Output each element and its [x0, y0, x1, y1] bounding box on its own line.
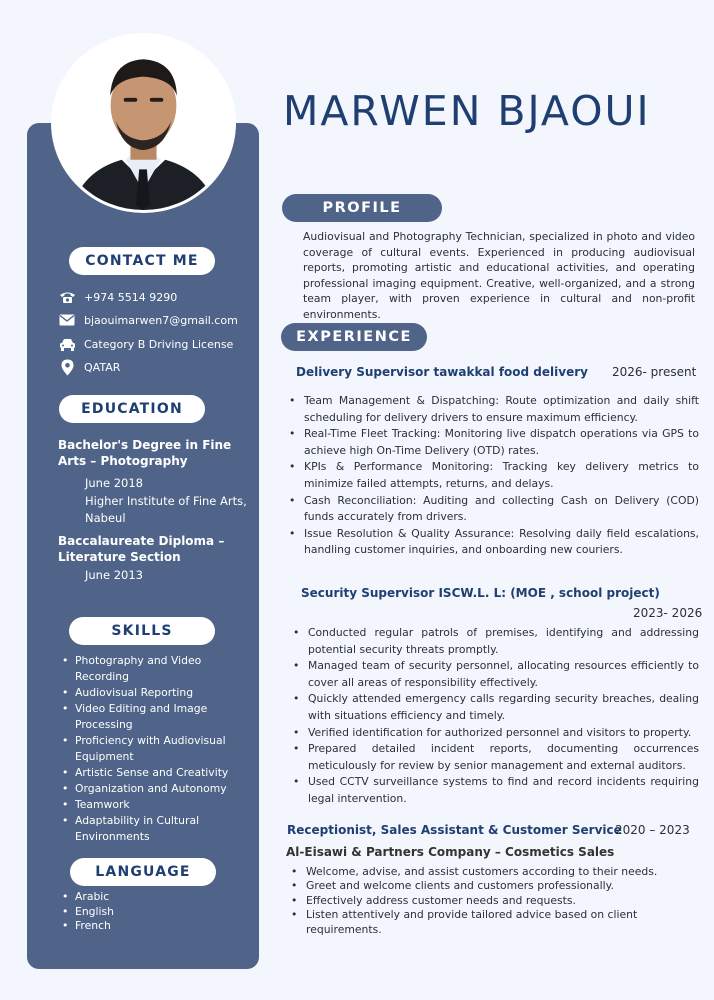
skill-item: • Photography and Video Recording: [60, 653, 228, 685]
job-bullet: • Conducted regular patrols of premises, identifying and addressing potential security threats promptly.: [289, 625, 699, 658]
education-heading: EDUCATION: [59, 395, 205, 423]
job-bullet: • Effectively address customer needs and requests.: [287, 894, 677, 908]
car-icon: [58, 336, 76, 352]
skill-item: • Proficiency with Audiovisual Equipment: [60, 733, 228, 765]
education-degree-2: Baccalaureate Diploma – Literature Section: [58, 534, 225, 564]
language-item: • Arabic: [60, 890, 114, 905]
job-bullet: • Real-Time Fleet Tracking: Monitoring live dispatch operations via GPS to achieve high On-Time Delivery (OTD) rates.: [285, 426, 699, 459]
phone-icon: [58, 289, 76, 305]
phone-text: +974 5514 9290: [84, 290, 178, 304]
profile-summary: Audiovisual and Photography Technician, specialized in photo and video coverage of cultural events. Experienced in producing audiovisual reports, promoting artistic and educational activities, and operating professional imaging equipment. Creative, well-organized, and a strong team player, with proven experience in cultural and non-profit environments.: [303, 230, 695, 321]
education-institution-1: Higher Institute of Fine Arts, Nabeul: [85, 494, 247, 525]
job-bullets-2: [289, 625, 699, 808]
job-title-3: Receptionist, Sales Assistant & Customer Service: [287, 823, 622, 837]
job-date-2: 2023- 2026: [633, 606, 703, 620]
job-bullet: • KPIs & Performance Monitoring: Tracking key delivery metrics to minimize failed attempts, returns, and delays.: [285, 459, 699, 492]
job-title-2: Security Supervisor ISCW.L. L: (MOE , school project): [301, 586, 660, 600]
job-bullet: • Issue Resolution & Quality Assurance: Resolving daily field escalations, handling customer inquiries, and onboarding new couriers.: [285, 526, 699, 559]
profile-photo: [51, 33, 236, 213]
avatar-illustration: [54, 36, 233, 210]
job-bullet: • Prepared detailed incident reports, documenting occurrences meticulously for review by senior management and external auditors.: [289, 741, 699, 774]
experience-heading: EXPERIENCE: [281, 323, 427, 351]
contact-heading: CONTACT ME: [69, 247, 215, 275]
job-bullet: • Cash Reconciliation: Auditing and collecting Cash on Delivery (COD) funds accurately from drivers.: [285, 493, 699, 526]
job-bullets-1: [285, 393, 699, 559]
job-company-3: Al-Eisawi & Partners Company – Cosmetics Sales: [286, 845, 615, 859]
language-heading: LANGUAGE: [70, 858, 216, 886]
skill-item: • Artistic Sense and Creativity: [60, 765, 228, 781]
job-bullet: • Quickly attended emergency calls regarding security breaches, dealing with situations efficiency and timely.: [289, 691, 699, 724]
profile-heading: PROFILE: [282, 194, 442, 222]
education-date-1: June 2018: [85, 476, 143, 490]
job-bullet: • Managed team of security personnel, allocating resources efficiently to cover all areas of responsibility effectively.: [289, 658, 699, 691]
job-bullets-3: [287, 865, 677, 937]
language-item: • English: [60, 905, 114, 920]
contact-phone: [58, 289, 177, 305]
language-list: [60, 890, 114, 934]
skill-item: • Video Editing and Image Processing: [60, 701, 228, 733]
education-degree-1: Bachelor's Degree in Fine Arts – Photography: [58, 438, 232, 468]
contact-location: [58, 359, 120, 375]
skill-item: • Audiovisual Reporting: [60, 685, 228, 701]
language-item: • French: [60, 919, 114, 934]
skills-heading: SKILLS: [69, 617, 215, 645]
job-date-1: 2026- present: [612, 365, 697, 379]
skill-item: • Organization and Autonomy: [60, 781, 228, 797]
location-pin-icon: [58, 359, 76, 375]
location-text: QATAR: [84, 360, 121, 374]
job-date-3: 2020 – 2023: [615, 823, 690, 837]
skill-item: • Adaptability in Cultural Environments: [60, 813, 228, 845]
job-bullet: • Team Management & Dispatching: Route optimization and daily shift scheduling for delivery drivers to ensure maximum efficiency.: [285, 393, 699, 426]
skill-item: • Teamwork: [60, 797, 228, 813]
skills-list: [60, 653, 228, 845]
contact-license: [58, 336, 233, 352]
job-bullet: • Used CCTV surveillance systems to find and record incidents requiring legal intervention.: [289, 774, 699, 807]
email-text: bjaouimarwen7@gmail.com: [84, 313, 238, 327]
education-date-2: June 2013: [85, 568, 143, 582]
job-bullet: • Greet and welcome clients and customers professionally.: [287, 879, 677, 893]
job-bullet: • Listen attentively and provide tailored advice based on client requirements.: [287, 908, 677, 937]
job-bullet: • Verified identification for authorized personnel and visitors to property.: [289, 725, 699, 742]
contact-email: [58, 312, 238, 328]
job-bullet: • Welcome, advise, and assist customers according to their needs.: [287, 865, 677, 879]
envelope-icon: [58, 312, 76, 328]
license-text: Category B Driving License: [84, 337, 234, 351]
job-title-1: Delivery Supervisor tawakkal food delivery: [296, 365, 588, 379]
candidate-name: MARWEN BJAOUI: [283, 87, 651, 135]
